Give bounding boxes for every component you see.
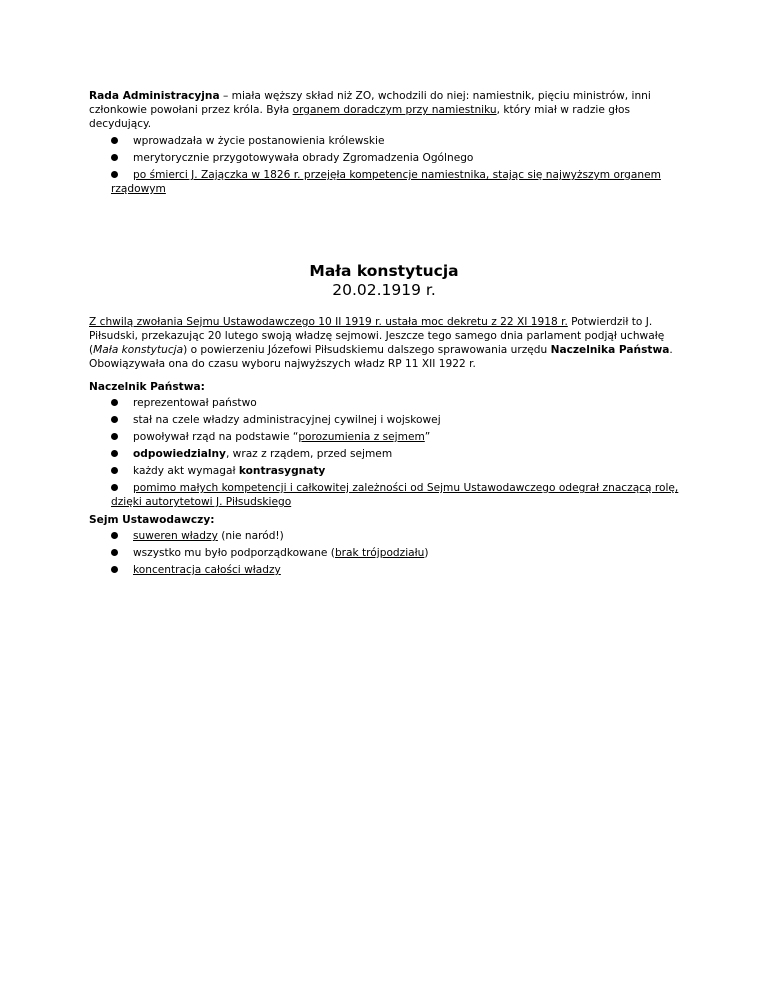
bullet-icon	[111, 467, 118, 474]
sejm-bullets	[89, 529, 679, 577]
title-date: 20.02.1919 r.	[332, 281, 436, 299]
list-item: wszystko mu było podporządkowane (brak trójpodziału)	[89, 546, 679, 560]
bullet-icon	[111, 137, 118, 144]
section-rada-administracyjna	[89, 89, 679, 196]
bullet-icon	[111, 171, 118, 178]
list-item: reprezentował państwo	[89, 396, 679, 410]
document-title	[89, 262, 679, 300]
bullet-icon	[111, 450, 118, 457]
list-item: suweren władzy (nie naród!)	[89, 529, 679, 543]
list-item: pomimo małych kompetencji i całkowitej zależności od Sejmu Ustawodawczego odegrał znaczącą rolę, dzięki autorytetowi J. Piłsudskiego	[111, 482, 679, 508]
naczelnik-bullets	[89, 396, 679, 509]
list-item: powoływał rząd na podstawie “porozumienia z sejmem”	[89, 430, 679, 444]
bullet-icon	[111, 484, 118, 491]
rada-intro: Rada Administracyjna – miała węższy skład niż ZO, wchodzili do niej: namiestnik, pięciu ministrów, inni członkowie powołani przez króla. Była organem doradczym przy namiestniku, który miał w radzie głos decydujący.	[89, 90, 651, 130]
list-item: każdy akt wymagał kontrasygnaty	[89, 464, 679, 478]
rada-heading: Rada Administracyjna	[89, 90, 220, 102]
bullet-icon	[111, 399, 118, 406]
bullet-icon	[111, 154, 118, 161]
section-mala-konstytucja-paragraph	[89, 315, 679, 371]
list-item: po śmierci J. Zajączka w 1826 r. przejęła kompetencje namiestnika, stając się najwyższym organem rządowym	[111, 169, 661, 195]
rada-bullets	[89, 134, 679, 196]
bullet-icon	[111, 532, 118, 539]
bullet-icon	[111, 416, 118, 423]
section-sejm-ustawodawczy	[89, 513, 679, 577]
list-item: koncentracja całości władzy	[89, 563, 679, 577]
bullet-icon	[111, 566, 118, 573]
list-item: merytorycznie przygotowywała obrady Zgromadzenia Ogólnego	[89, 151, 679, 165]
list-item: odpowiedzialny, wraz z rządem, przed sejmem	[89, 447, 679, 461]
page-title: Mała konstytucja	[309, 262, 459, 280]
naczelnik-heading: Naczelnik Państwa:	[89, 381, 205, 393]
bullet-icon	[111, 433, 118, 440]
sejm-heading: Sejm Ustawodawczy:	[89, 514, 215, 526]
section-naczelnik-panstwa	[89, 380, 679, 509]
list-item: stał na czele władzy administracyjnej cywilnej i wojskowej	[89, 413, 679, 427]
paragraph: Z chwilą zwołania Sejmu Ustawodawczego 10 II 1919 r. ustała moc dekretu z 22 XI 1918 r. Potwierdził to J. Piłsudski, przekazując 20 lutego swoją władzę sejmowi. Jeszcze tego samego dnia parlament podjął uchwałę (Mała konstytucja) o powierzeniu Józefowi Piłsudskiemu dalszego sprawowania urzędu Naczelnika Państwa. Obowiązywała ona do czasu wyboru najwyższych władz RP 11 XII 1922 r.	[89, 316, 673, 370]
bullet-icon	[111, 549, 118, 556]
list-item: wprowadzała w życie postanowienia królewskie	[89, 134, 679, 148]
